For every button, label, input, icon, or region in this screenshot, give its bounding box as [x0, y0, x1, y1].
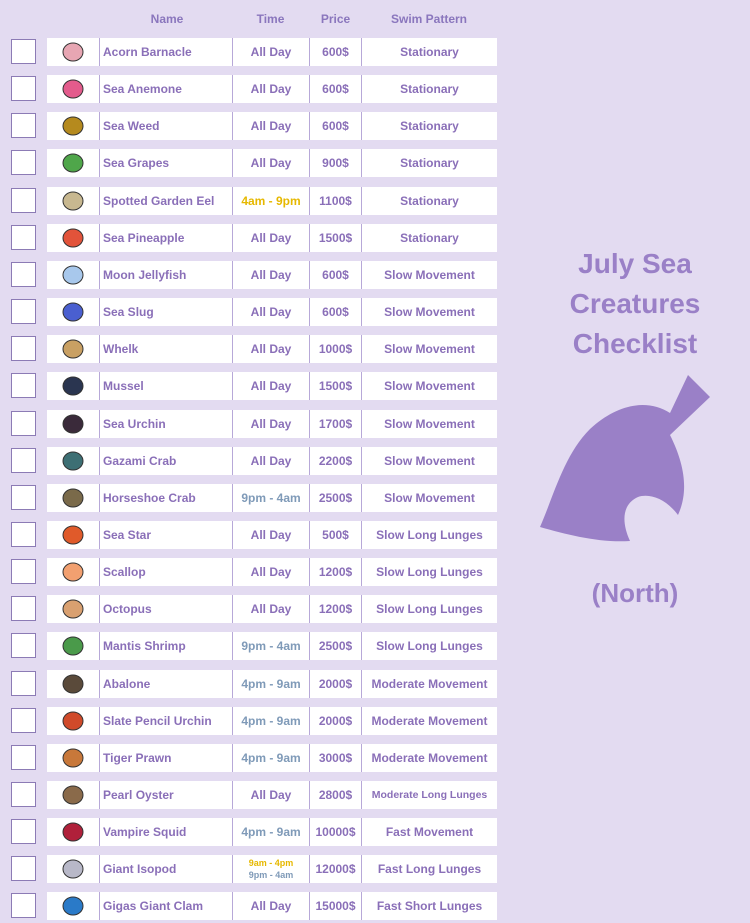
checkbox[interactable] — [11, 39, 36, 64]
creature-icon-cell — [47, 707, 99, 735]
creature-swim-pattern: Slow Movement — [361, 447, 497, 475]
creature-time: 4pm - 9am — [232, 744, 309, 772]
checkbox[interactable] — [11, 485, 36, 510]
page-title — [540, 244, 730, 364]
creature-price: 2500$ — [309, 484, 361, 512]
creature-swim-pattern: Slow Movement — [361, 261, 497, 289]
creature-price: 600$ — [309, 38, 361, 66]
acorn-barnacle-icon — [60, 41, 86, 63]
checkbox[interactable] — [11, 671, 36, 696]
table-row — [0, 558, 500, 586]
checkbox[interactable] — [11, 893, 36, 918]
creature-time: All Day — [232, 781, 309, 809]
creature-swim-pattern: Slow Long Lunges — [361, 558, 497, 586]
table-row — [0, 744, 500, 772]
creature-icon-cell — [47, 818, 99, 846]
creature-swim-pattern: Stationary — [361, 224, 497, 252]
table-row — [0, 335, 500, 363]
creature-name: Mussel — [99, 372, 232, 400]
creature-price: 1200$ — [309, 595, 361, 623]
creature-time: All Day — [232, 558, 309, 586]
creature-time: All Day — [232, 372, 309, 400]
sea-slug-icon — [60, 301, 86, 323]
creature-price: 500$ — [309, 521, 361, 549]
creature-name: Giant Isopod — [99, 855, 232, 883]
creature-icon-cell — [47, 187, 99, 215]
title-line: July Sea — [578, 248, 692, 279]
creature-swim-pattern: Stationary — [361, 149, 497, 177]
creature-price: 600$ — [309, 261, 361, 289]
creature-icon-cell — [47, 781, 99, 809]
checkbox[interactable] — [11, 522, 36, 547]
table-row — [0, 372, 500, 400]
creature-price: 600$ — [309, 112, 361, 140]
mussel-icon — [60, 375, 86, 397]
table-row — [0, 38, 500, 66]
checkbox[interactable] — [11, 411, 36, 436]
sea-pineapple-icon — [60, 227, 86, 249]
creature-price: 1000$ — [309, 335, 361, 363]
creature-price: 2800$ — [309, 781, 361, 809]
sea-urchin-icon — [60, 413, 86, 435]
header-time: Time — [256, 12, 285, 26]
checkbox[interactable] — [11, 708, 36, 733]
pencil-urchin-icon — [60, 710, 86, 732]
header-price: Price — [320, 12, 351, 26]
creature-icon-cell — [47, 892, 99, 920]
creature-price: 12000$ — [309, 855, 361, 883]
creature-name: Sea Weed — [99, 112, 232, 140]
table-row — [0, 112, 500, 140]
creature-icon-cell — [47, 632, 99, 660]
creature-swim-pattern: Slow Long Lunges — [361, 521, 497, 549]
scallop-icon — [60, 561, 86, 583]
checkbox[interactable] — [11, 150, 36, 175]
giant-isopod-icon — [60, 858, 86, 880]
checkbox[interactable] — [11, 373, 36, 398]
table-row — [0, 707, 500, 735]
checkbox[interactable] — [11, 225, 36, 250]
creature-name: Slate Pencil Urchin — [99, 707, 232, 735]
creature-icon-cell — [47, 670, 99, 698]
creature-icon-cell — [47, 484, 99, 512]
creature-price: 15000$ — [309, 892, 361, 920]
creature-price: 2000$ — [309, 707, 361, 735]
crab-icon — [60, 450, 86, 472]
title-line: Creatures — [569, 288, 701, 319]
creature-time — [232, 855, 309, 883]
creature-name: Mantis Shrimp — [99, 632, 232, 660]
creature-swim-pattern: Slow Movement — [361, 410, 497, 438]
creature-swim-pattern: Moderate Movement — [361, 707, 497, 735]
giant-clam-icon — [60, 895, 86, 917]
creature-time: All Day — [232, 595, 309, 623]
creature-icon-cell — [47, 595, 99, 623]
horseshoe-crab-icon — [60, 487, 86, 509]
creature-swim-pattern: Stationary — [361, 75, 497, 103]
checkbox[interactable] — [11, 336, 36, 361]
checkbox[interactable] — [11, 559, 36, 584]
creature-price: 900$ — [309, 149, 361, 177]
creature-icon-cell — [47, 410, 99, 438]
creature-time: All Day — [232, 112, 309, 140]
sea-anemone-icon — [60, 78, 86, 100]
creature-price: 1500$ — [309, 372, 361, 400]
creature-icon-cell — [47, 558, 99, 586]
creature-price: 2200$ — [309, 447, 361, 475]
creature-swim-pattern: Slow Movement — [361, 372, 497, 400]
creature-time: 9pm - 4am — [232, 484, 309, 512]
creature-time: 9pm - 4am — [232, 632, 309, 660]
creature-name: Vampire Squid — [99, 818, 232, 846]
table-row — [0, 187, 500, 215]
creature-time: All Day — [232, 261, 309, 289]
jellyfish-icon — [60, 264, 86, 286]
creature-price: 2500$ — [309, 632, 361, 660]
tiger-prawn-icon — [60, 747, 86, 769]
checkbox[interactable] — [11, 856, 36, 881]
creature-name: Sea Pineapple — [99, 224, 232, 252]
checkbox[interactable] — [11, 262, 36, 287]
creature-icon-cell — [47, 75, 99, 103]
creature-time: All Day — [232, 298, 309, 326]
creature-swim-pattern: Slow Movement — [361, 335, 497, 363]
creature-name: Gigas Giant Clam — [99, 892, 232, 920]
sea-grapes-icon — [60, 152, 86, 174]
table-row — [0, 447, 500, 475]
title-line: Checklist — [572, 328, 698, 359]
creature-swim-pattern: Stationary — [361, 112, 497, 140]
table-row — [0, 75, 500, 103]
creature-time: 4pm - 9am — [232, 707, 309, 735]
creature-swim-pattern: Slow Long Lunges — [361, 632, 497, 660]
creature-price: 1200$ — [309, 558, 361, 586]
time-day: 9am - 4pm — [248, 858, 294, 869]
creature-time: All Day — [232, 410, 309, 438]
creature-name: Sea Urchin — [99, 410, 232, 438]
creature-name: Acorn Barnacle — [99, 38, 232, 66]
creature-name: Sea Slug — [99, 298, 232, 326]
creature-time: All Day — [232, 38, 309, 66]
leaf-logo-icon — [538, 375, 713, 545]
checkbox[interactable] — [11, 782, 36, 807]
creature-price: 600$ — [309, 298, 361, 326]
creature-time: All Day — [232, 447, 309, 475]
table-row — [0, 632, 500, 660]
creature-price: 1100$ — [309, 187, 361, 215]
checkbox[interactable] — [11, 113, 36, 138]
creature-time: 4pm - 9am — [232, 818, 309, 846]
creature-name: Tiger Prawn — [99, 744, 232, 772]
creature-time: All Day — [232, 521, 309, 549]
creature-icon-cell — [47, 855, 99, 883]
checkbox[interactable] — [11, 188, 36, 213]
creature-name: Octopus — [99, 595, 232, 623]
table-row — [0, 484, 500, 512]
creature-price: 600$ — [309, 75, 361, 103]
creature-time: All Day — [232, 224, 309, 252]
creature-name: Scallop — [99, 558, 232, 586]
whelk-icon — [60, 338, 86, 360]
creature-time: 4am - 9pm — [232, 187, 309, 215]
creature-icon-cell — [47, 261, 99, 289]
creature-icon-cell — [47, 112, 99, 140]
creature-swim-pattern: Moderate Movement — [361, 670, 497, 698]
creature-name: Spotted Garden Eel — [99, 187, 232, 215]
creature-swim-pattern: Slow Movement — [361, 298, 497, 326]
creature-icon-cell — [47, 38, 99, 66]
creature-time: All Day — [232, 149, 309, 177]
table-row — [0, 261, 500, 289]
header-name: Name — [150, 12, 184, 26]
creature-icon-cell — [47, 521, 99, 549]
creature-swim-pattern: Moderate Long Lunges — [361, 781, 497, 809]
creature-swim-pattern: Stationary — [361, 38, 497, 66]
time-night: 9pm - 4am — [248, 870, 294, 881]
creature-swim-pattern: Slow Movement — [361, 484, 497, 512]
checkbox[interactable] — [11, 448, 36, 473]
creature-swim-pattern: Slow Long Lunges — [361, 595, 497, 623]
table-row — [0, 781, 500, 809]
subtitle: (North) — [591, 578, 679, 608]
table-row — [0, 521, 500, 549]
vampire-squid-icon — [60, 821, 86, 843]
creature-name: Whelk — [99, 335, 232, 363]
creature-icon-cell — [47, 447, 99, 475]
creature-price: 10000$ — [309, 818, 361, 846]
creature-price: 2000$ — [309, 670, 361, 698]
table-row — [0, 855, 500, 883]
checkbox[interactable] — [11, 596, 36, 621]
checkbox[interactable] — [11, 819, 36, 844]
table-row — [0, 818, 500, 846]
creature-name: Pearl Oyster — [99, 781, 232, 809]
creature-price: 1500$ — [309, 224, 361, 252]
creature-name: Sea Star — [99, 521, 232, 549]
creature-time: 4pm - 9am — [232, 670, 309, 698]
table-row — [0, 670, 500, 698]
checkbox[interactable] — [11, 299, 36, 324]
creature-swim-pattern: Fast Movement — [361, 818, 497, 846]
creature-name: Sea Grapes — [99, 149, 232, 177]
creature-price: 3000$ — [309, 744, 361, 772]
creature-time: All Day — [232, 75, 309, 103]
creature-swim-pattern: Fast Short Lunges — [361, 892, 497, 920]
mantis-shrimp-icon — [60, 635, 86, 657]
creature-swim-pattern: Stationary — [361, 187, 497, 215]
creature-swim-pattern: Fast Long Lunges — [361, 855, 497, 883]
creature-name: Horseshoe Crab — [99, 484, 232, 512]
creature-icon-cell — [47, 372, 99, 400]
table-row — [0, 298, 500, 326]
seaweed-icon — [60, 115, 86, 137]
creature-time: All Day — [232, 335, 309, 363]
checkbox[interactable] — [11, 745, 36, 770]
garden-eel-icon — [60, 190, 86, 212]
octopus-icon — [60, 598, 86, 620]
creature-name: Sea Anemone — [99, 75, 232, 103]
header-swim-pattern: Swim Pattern — [390, 12, 468, 26]
table-row — [0, 410, 500, 438]
creature-icon-cell — [47, 744, 99, 772]
creature-name: Abalone — [99, 670, 232, 698]
checkbox[interactable] — [11, 633, 36, 658]
creature-name: Moon Jellyfish — [99, 261, 232, 289]
sea-star-icon — [60, 524, 86, 546]
creature-icon-cell — [47, 335, 99, 363]
creature-price: 1700$ — [309, 410, 361, 438]
abalone-icon — [60, 673, 86, 695]
creature-name: Gazami Crab — [99, 447, 232, 475]
pearl-oyster-icon — [60, 784, 86, 806]
table-row — [0, 892, 500, 920]
creature-time: All Day — [232, 892, 309, 920]
table-header — [0, 0, 500, 38]
creature-icon-cell — [47, 298, 99, 326]
creature-swim-pattern: Moderate Movement — [361, 744, 497, 772]
table-row — [0, 595, 500, 623]
table-row — [0, 224, 500, 252]
table-row — [0, 149, 500, 177]
creature-icon-cell — [47, 224, 99, 252]
creature-icon-cell — [47, 149, 99, 177]
checkbox[interactable] — [11, 76, 36, 101]
